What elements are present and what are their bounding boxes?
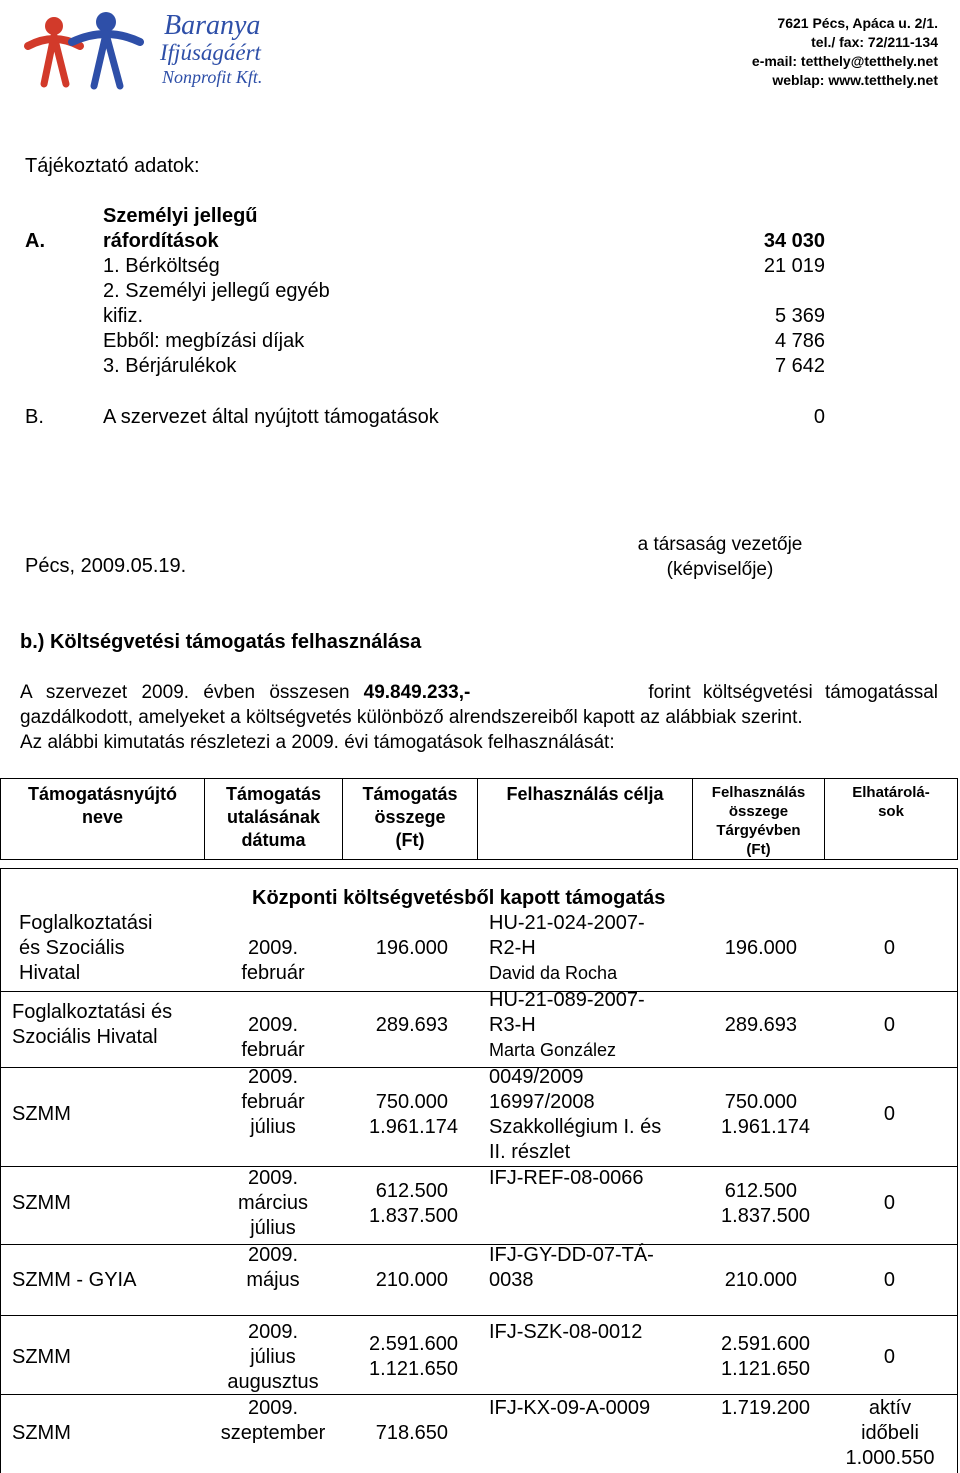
r4-deferred: 0 — [883, 1192, 895, 1214]
r1-purpose-2: R2-H — [489, 937, 536, 959]
para-line-3: Az alábbi kimutatás részletezi a 2009. évi támogatások felhasználását: — [20, 732, 615, 753]
r2-used: 289.693 — [724, 1014, 797, 1036]
company-logo — [14, 4, 294, 92]
row-divider — [1, 1315, 957, 1316]
r2-amount: 289.693 — [375, 1014, 448, 1036]
r6-date-1: 2009. — [247, 1321, 299, 1343]
table-header — [0, 778, 958, 860]
phone: tel./ fax: 72/211-134 — [811, 34, 938, 50]
r4-purpose: IFJ-REF-08-0066 — [489, 1167, 644, 1189]
address: 7621 Pécs, Apáca u. 2/1. — [777, 15, 938, 31]
r3-used-2: 1.961.174 — [721, 1116, 810, 1138]
a-label-1: Személyi jellegű — [103, 205, 258, 227]
r4-amount-2: 1.837.500 — [369, 1205, 458, 1227]
r1-purpose-1: HU-21-024-2007- — [489, 912, 645, 934]
r7-amount: 718.650 — [375, 1422, 448, 1444]
r1-date-1: 2009. — [247, 937, 299, 959]
r7-provider: SZMM — [12, 1422, 71, 1444]
logo-line-2: Ifjúságáért — [160, 40, 261, 65]
r7-used: 1.719.200 — [721, 1397, 810, 1419]
r4-amount-1: 612.500 — [375, 1180, 448, 1202]
r5-provider: SZMM - GYIA — [12, 1269, 137, 1291]
logo-line-1: Baranya — [164, 10, 261, 41]
r5-purpose-1: IFJ-GY-DD-07-TÁ- — [489, 1244, 654, 1266]
item2-value: 5 369 — [774, 305, 825, 327]
item1-label: 1. Bérköltség — [103, 255, 220, 277]
section-b-heading: b.) Költségvetési támogatás felhasználása — [20, 631, 422, 653]
row-divider — [1, 1244, 957, 1245]
r4-date-3: július — [250, 1217, 296, 1239]
r5-date-2: május — [246, 1269, 300, 1291]
a-value: 34 030 — [763, 230, 825, 252]
a-letter: A. — [25, 230, 45, 252]
logo-line-3: Nonprofit Kft. — [162, 67, 263, 87]
r3-date-1: 2009. — [247, 1066, 299, 1088]
b-value: 0 — [813, 406, 825, 428]
para-1-b: forint költségvetési támogatással — [648, 682, 938, 703]
r6-date-3: augusztus — [227, 1371, 319, 1393]
place-date: Pécs, 2009.05.19. — [25, 555, 187, 577]
row-divider — [1, 1394, 957, 1395]
r2-purpose-3: Marta González — [489, 1040, 617, 1060]
r6-amount-1: 2.591.600 — [369, 1333, 458, 1355]
r7-deferred-2: időbeli — [861, 1422, 919, 1444]
r1-deferred: 0 — [883, 937, 895, 959]
r3-purpose-1: 0049/2009 — [489, 1066, 584, 1088]
item2-label-2: kifiz. — [103, 305, 143, 327]
r2-provider-1: Foglalkoztatási és — [12, 1001, 173, 1023]
r2-deferred: 0 — [883, 1014, 895, 1036]
item3-label: 3. Bérjárulékok — [103, 355, 237, 377]
r6-amount-2: 1.121.650 — [369, 1358, 458, 1380]
item1-value: 21 019 — [763, 255, 825, 277]
header-amount: Támogatás összege (Ft) — [343, 779, 478, 859]
contact-block — [752, 14, 938, 90]
r4-provider: SZMM — [12, 1192, 71, 1214]
signature-role-2: (képviselője) — [666, 559, 774, 580]
r3-date-3: július — [250, 1116, 296, 1138]
a-label-2: ráfordítások — [103, 230, 219, 252]
para-1-amount: 49.849.233,- — [363, 682, 471, 703]
r7-deferred-1: aktív — [868, 1397, 912, 1419]
r5-used: 210.000 — [724, 1269, 797, 1291]
section-title: Központi költségvetésből kapott támogatás — [252, 887, 666, 909]
item2b-value: 4 786 — [774, 330, 825, 352]
table-body — [0, 868, 958, 1473]
r3-purpose-3: Szakkollégium I. és — [489, 1116, 662, 1138]
row-divider — [1, 991, 957, 992]
r5-amount: 210.000 — [375, 1269, 448, 1291]
r6-deferred: 0 — [883, 1346, 895, 1368]
r3-provider: SZMM — [12, 1103, 71, 1125]
b-label: A szervezet által nyújtott támogatások — [103, 406, 439, 428]
item2-label-1: 2. Személyi jellegű egyéb — [103, 280, 330, 302]
r2-purpose-1: HU-21-089-2007- — [489, 989, 645, 1011]
r3-date-2: február — [241, 1091, 305, 1113]
r2-date-2: február — [241, 1039, 305, 1061]
r7-date-2: szeptember — [220, 1422, 326, 1444]
r4-used-1: 612.500 — [724, 1180, 797, 1202]
r5-deferred: 0 — [883, 1269, 895, 1291]
r6-date-2: július — [250, 1346, 296, 1368]
r3-amount-1: 750.000 — [375, 1091, 448, 1113]
r1-provider-2: és Szociális — [19, 937, 125, 959]
r2-provider-2: Szociális Hivatal — [12, 1026, 158, 1048]
r1-purpose-3: David da Rocha — [489, 963, 618, 983]
r3-purpose-2: 16997/2008 — [489, 1091, 595, 1113]
r6-purpose: IFJ-SZK-08-0012 — [489, 1321, 643, 1343]
r4-used-2: 1.837.500 — [721, 1205, 810, 1227]
r3-deferred: 0 — [883, 1103, 895, 1125]
email: e-mail: tetthely@tetthely.net — [751, 53, 938, 69]
r2-purpose-2: R3-H — [489, 1014, 536, 1036]
para-line-1 — [20, 680, 938, 705]
r5-purpose-2: 0038 — [489, 1269, 534, 1291]
item3-value: 7 642 — [774, 355, 825, 377]
r1-date-2: február — [241, 962, 305, 984]
r6-provider: SZMM — [12, 1346, 71, 1368]
website: weblap: www.tetthely.net — [772, 72, 938, 88]
r3-used-1: 750.000 — [724, 1091, 797, 1113]
b-letter: B. — [25, 406, 44, 428]
header-used: Felhasználás összege Tárgyévben (Ft) — [693, 779, 825, 859]
info-title: Tájékoztató adatok: — [25, 155, 200, 177]
r2-date-1: 2009. — [247, 1014, 299, 1036]
header-deferred: Elhatárolá- sok — [852, 784, 930, 820]
r4-date-1: 2009. — [247, 1167, 299, 1189]
r3-amount-2: 1.961.174 — [369, 1116, 458, 1138]
r1-provider-1: Foglalkoztatási — [19, 912, 153, 934]
item2b-label: Ebből: megbízási díjak — [103, 330, 305, 352]
r4-date-2: március — [237, 1192, 308, 1214]
para-line-2: gazdálkodott, amelyeket a költségvetés különböző alrendszereiből kapott az alábbiak szerint. — [20, 707, 803, 728]
r7-purpose: IFJ-KX-09-A-0009 — [489, 1397, 651, 1419]
r1-amount: 196.000 — [375, 937, 448, 959]
r1-used: 196.000 — [724, 937, 797, 959]
signature-role-1: a társaság vezetője — [637, 534, 803, 555]
row-divider — [1, 1067, 957, 1068]
r7-date-1: 2009. — [247, 1397, 299, 1419]
para-1-a: A szervezet 2009. évben összesen — [20, 682, 350, 703]
r7-deferred-3: 1.000.550 — [845, 1447, 935, 1469]
r1-provider-3: Hivatal — [19, 962, 81, 984]
r6-used-2: 1.121.650 — [721, 1358, 810, 1380]
header-purpose: Felhasználás célja — [478, 779, 693, 859]
header-date: Támogatás utalásának dátuma — [205, 779, 343, 859]
r5-date-1: 2009. — [247, 1244, 299, 1266]
row-divider — [1, 1166, 957, 1167]
r3-purpose-4: II. részlet — [489, 1141, 571, 1163]
header-provider: Támogatásnyújtó neve — [1, 779, 205, 859]
r6-used-1: 2.591.600 — [721, 1333, 810, 1355]
